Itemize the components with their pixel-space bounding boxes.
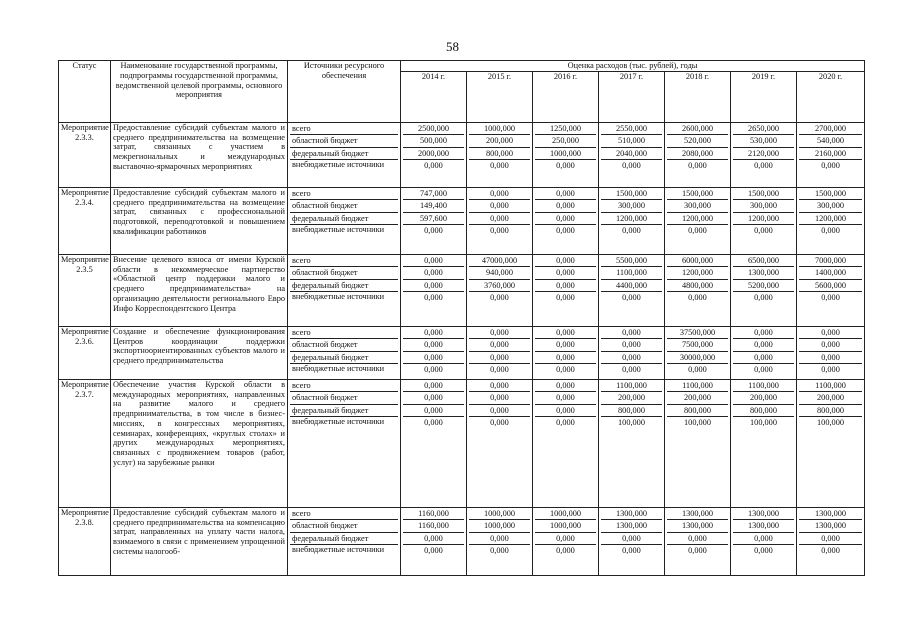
- value-cell: 0,000: [667, 533, 728, 546]
- value-cell: 2500,000: [403, 123, 464, 136]
- year-values-cell: [797, 254, 865, 326]
- value-cell: 1000,000: [469, 123, 530, 136]
- value-cell: 800,000: [469, 148, 530, 161]
- year-values-cell: [401, 187, 467, 254]
- value-cell: 0,000: [403, 405, 464, 418]
- row-sources: [288, 326, 401, 379]
- value-cell: 0,000: [556, 293, 575, 303]
- value-cell: 0,000: [424, 293, 443, 303]
- value-cell: 0,000: [688, 546, 707, 556]
- value-cell: 0,000: [799, 533, 862, 546]
- year-values-cell: [731, 507, 797, 575]
- value-cell: 0,000: [490, 293, 509, 303]
- source-label: федеральный бюджет: [290, 405, 398, 418]
- year-values-cell: [533, 326, 599, 379]
- source-label: всего: [290, 255, 398, 268]
- page-number: 58: [446, 39, 459, 54]
- year-values-cell: [731, 187, 797, 254]
- value-cell: 1200,000: [601, 213, 662, 226]
- value-cell: 6500,000: [733, 255, 794, 268]
- value-cell: 0,000: [601, 327, 662, 340]
- table-row: [59, 122, 865, 187]
- value-cell: 0,000: [469, 352, 530, 365]
- value-cell: 0,000: [601, 352, 662, 365]
- source-label: федеральный бюджет: [290, 280, 398, 293]
- value-cell: 0,000: [733, 327, 794, 340]
- year-values-cell: [533, 187, 599, 254]
- header-year: 2020 г.: [797, 71, 865, 122]
- value-cell: 2040,000: [601, 148, 662, 161]
- value-cell: 0,000: [733, 352, 794, 365]
- value-cell: 7000,000: [799, 255, 862, 268]
- value-cell: 2120,000: [733, 148, 794, 161]
- value-cell: 0,000: [403, 392, 464, 405]
- year-values-cell: [599, 122, 665, 187]
- value-cell: 1300,000: [601, 508, 662, 521]
- source-label: внебюджетные источники: [292, 417, 385, 427]
- value-cell: 2550,000: [601, 123, 662, 136]
- year-values-cell: [401, 507, 467, 575]
- value-cell: 37500,000: [667, 327, 728, 340]
- year-values-cell: [797, 187, 865, 254]
- value-cell: 200,000: [799, 392, 862, 405]
- value-cell: 0,000: [403, 339, 464, 352]
- value-cell: 0,000: [490, 226, 509, 236]
- row-name: Предоставление субсидий субъектам малого и среднего предпринимательства на возмещение затрат, связанных с профессиональной подготовкой, переподготовкой и повышением квалификации работников: [111, 187, 288, 254]
- row-name: Предоставление субсидий субъектам малого и среднего предпринимательства на возмещение затрат, связанных с участием в межрегиональных и международных выставочно-ярмарочных мероприятиях: [111, 122, 288, 187]
- year-values-cell: [665, 187, 731, 254]
- value-cell: 300,000: [601, 200, 662, 213]
- value-cell: 0,000: [469, 380, 530, 393]
- value-cell: 800,000: [799, 405, 862, 418]
- value-cell: 1100,000: [601, 267, 662, 280]
- value-cell: 1300,000: [733, 267, 794, 280]
- value-cell: 1000,000: [469, 508, 530, 521]
- value-cell: 747,000: [403, 188, 464, 201]
- source-label: всего: [290, 188, 398, 201]
- value-cell: 0,000: [622, 365, 641, 375]
- source-label: всего: [290, 123, 398, 136]
- value-cell: 0,000: [403, 380, 464, 393]
- value-cell: 0,000: [403, 255, 464, 268]
- value-cell: 0,000: [535, 380, 596, 393]
- value-cell: 510,000: [601, 135, 662, 148]
- value-cell: 0,000: [821, 546, 840, 556]
- value-cell: 4400,000: [601, 280, 662, 293]
- value-cell: 1160,000: [403, 520, 464, 533]
- year-values-cell: [401, 326, 467, 379]
- value-cell: 300,000: [799, 200, 862, 213]
- value-cell: 0,000: [821, 161, 840, 171]
- year-values-cell: [467, 122, 533, 187]
- source-label: областной бюджет: [290, 200, 398, 213]
- value-cell: 2160,000: [799, 148, 862, 161]
- value-cell: 0,000: [556, 226, 575, 236]
- year-values-cell: [533, 254, 599, 326]
- header-status: Статус: [59, 61, 111, 123]
- value-cell: 0,000: [622, 293, 641, 303]
- value-cell: 0,000: [403, 267, 464, 280]
- source-label: внебюджетные источники: [292, 292, 385, 302]
- table-row: [59, 326, 865, 379]
- value-cell: 0,000: [490, 365, 509, 375]
- value-cell: 0,000: [535, 213, 596, 226]
- value-cell: 0,000: [821, 226, 840, 236]
- header-sources: Источники ресурсного обеспечения: [288, 61, 401, 123]
- value-cell: 0,000: [535, 533, 596, 546]
- value-cell: 0,000: [469, 392, 530, 405]
- table-row: [59, 187, 865, 254]
- value-cell: 0,000: [469, 200, 530, 213]
- row-status: Мероприятие 2.3.5: [59, 254, 111, 326]
- value-cell: 100,000: [684, 418, 711, 428]
- year-values-cell: [665, 122, 731, 187]
- value-cell: 30000,000: [667, 352, 728, 365]
- value-cell: 1300,000: [799, 520, 862, 533]
- source-label: федеральный бюджет: [290, 352, 398, 365]
- year-values-cell: [599, 507, 665, 575]
- value-cell: 300,000: [667, 200, 728, 213]
- value-cell: 0,000: [490, 418, 509, 428]
- row-sources: [288, 507, 401, 575]
- value-cell: 0,000: [535, 339, 596, 352]
- year-values-cell: [665, 254, 731, 326]
- value-cell: 1000,000: [535, 520, 596, 533]
- source-label: внебюджетные источники: [292, 364, 385, 374]
- value-cell: 1100,000: [667, 380, 728, 393]
- value-cell: 1300,000: [733, 520, 794, 533]
- value-cell: 0,000: [403, 327, 464, 340]
- value-cell: 0,000: [754, 546, 773, 556]
- year-values-cell: [599, 254, 665, 326]
- value-cell: 0,000: [754, 161, 773, 171]
- value-cell: 2600,000: [667, 123, 728, 136]
- value-cell: 200,000: [667, 392, 728, 405]
- value-cell: 1500,000: [667, 188, 728, 201]
- value-cell: 7500,000: [667, 339, 728, 352]
- value-cell: 0,000: [754, 226, 773, 236]
- value-cell: 5600,000: [799, 280, 862, 293]
- value-cell: 0,000: [469, 533, 530, 546]
- value-cell: 0,000: [469, 213, 530, 226]
- header-estimate: Оценка расходов (тыс. рублей), годы: [401, 61, 865, 72]
- source-label: федеральный бюджет: [290, 533, 398, 546]
- value-cell: 1400,000: [799, 267, 862, 280]
- value-cell: 0,000: [688, 161, 707, 171]
- year-values-cell: [797, 379, 865, 507]
- value-cell: 1250,000: [535, 123, 596, 136]
- value-cell: 0,000: [535, 405, 596, 418]
- value-cell: 1100,000: [733, 380, 794, 393]
- row-name: Обеспечение участия Курской области в международных мероприятиях, направленных на развитие малого и среднего предпринимательства, в том числе в бизнес-миссиях, в конгрессных мероприятиях, семинарах, конференциях, «круглых столах» и других международных мероприятиях, связанных с продвижением товаров (работ, услуг) на зарубежные рынки: [111, 379, 288, 507]
- source-label: областной бюджет: [290, 392, 398, 405]
- year-values-cell: [401, 254, 467, 326]
- value-cell: 149,400: [403, 200, 464, 213]
- header-year: 2016 г.: [533, 71, 599, 122]
- value-cell: 3760,000: [469, 280, 530, 293]
- value-cell: 5200,000: [733, 280, 794, 293]
- value-cell: 47000,000: [469, 255, 530, 268]
- header-year: 2018 г.: [665, 71, 731, 122]
- value-cell: 1300,000: [733, 508, 794, 521]
- year-values-cell: [599, 187, 665, 254]
- value-cell: 0,000: [403, 280, 464, 293]
- value-cell: 0,000: [799, 327, 862, 340]
- value-cell: 0,000: [424, 546, 443, 556]
- year-values-cell: [665, 379, 731, 507]
- value-cell: 200,000: [469, 135, 530, 148]
- value-cell: 0,000: [535, 392, 596, 405]
- value-cell: 0,000: [688, 293, 707, 303]
- value-cell: 1500,000: [733, 188, 794, 201]
- value-cell: 1100,000: [601, 380, 662, 393]
- value-cell: 0,000: [601, 533, 662, 546]
- year-values-cell: [467, 187, 533, 254]
- value-cell: 0,000: [403, 533, 464, 546]
- value-cell: 0,000: [424, 418, 443, 428]
- value-cell: 800,000: [733, 405, 794, 418]
- year-values-cell: [533, 122, 599, 187]
- value-cell: 0,000: [622, 546, 641, 556]
- row-status: Мероприятие 2.3.4.: [59, 187, 111, 254]
- year-values-cell: [467, 507, 533, 575]
- year-values-cell: [599, 326, 665, 379]
- value-cell: 2700,000: [799, 123, 862, 136]
- row-status: Мероприятие 2.3.6.: [59, 326, 111, 379]
- value-cell: 0,000: [535, 352, 596, 365]
- table-row: [59, 254, 865, 326]
- source-label: областной бюджет: [290, 135, 398, 148]
- row-status: Мероприятие 2.3.8.: [59, 507, 111, 575]
- value-cell: 540,000: [799, 135, 862, 148]
- year-values-cell: [731, 254, 797, 326]
- value-cell: 0,000: [556, 418, 575, 428]
- source-label: федеральный бюджет: [290, 148, 398, 161]
- value-cell: 1000,000: [535, 148, 596, 161]
- value-cell: 1300,000: [667, 520, 728, 533]
- year-values-cell: [533, 379, 599, 507]
- value-cell: 0,000: [601, 339, 662, 352]
- value-cell: 0,000: [424, 365, 443, 375]
- value-cell: 0,000: [535, 188, 596, 201]
- value-cell: 1500,000: [601, 188, 662, 201]
- row-sources: [288, 379, 401, 507]
- value-cell: 1200,000: [667, 267, 728, 280]
- value-cell: 0,000: [490, 161, 509, 171]
- year-values-cell: [401, 122, 467, 187]
- value-cell: 520,000: [667, 135, 728, 148]
- row-status: Мероприятие 2.3.3.: [59, 122, 111, 187]
- table-row: [59, 379, 865, 507]
- value-cell: 0,000: [556, 161, 575, 171]
- value-cell: 1200,000: [799, 213, 862, 226]
- value-cell: 0,000: [424, 226, 443, 236]
- year-values-cell: [797, 326, 865, 379]
- value-cell: 0,000: [535, 255, 596, 268]
- header-year: 2015 г.: [467, 71, 533, 122]
- value-cell: 0,000: [799, 352, 862, 365]
- year-values-cell: [797, 507, 865, 575]
- row-name: Внесение целевого взноса от имени Курской области в некоммерческое партнерство «Областной центр поддержки малого и среднего предпринимательства» на организацию деятельности регионального Евро Инфо Корреспондентского Центра: [111, 254, 288, 326]
- value-cell: 2080,000: [667, 148, 728, 161]
- year-values-cell: [467, 379, 533, 507]
- row-name: Создание и обеспечение функционирования Центров координации поддержки экспортноориентированных субъектов малого и среднего предпринимательства: [111, 326, 288, 379]
- value-cell: 597,600: [403, 213, 464, 226]
- value-cell: 1160,000: [403, 508, 464, 521]
- table-body: [59, 122, 865, 575]
- year-values-cell: [665, 326, 731, 379]
- value-cell: 1000,000: [469, 520, 530, 533]
- value-cell: 4800,000: [667, 280, 728, 293]
- value-cell: 0,000: [688, 226, 707, 236]
- source-label: областной бюджет: [290, 267, 398, 280]
- year-values-cell: [467, 254, 533, 326]
- value-cell: 1300,000: [601, 520, 662, 533]
- row-name: Предоставление субсидий субъектам малого и среднего предпринимательства на компенсацию затрат, направленных на уплату части налога, взимаемого в связи с применением упрощенной системы налогооб-: [111, 507, 288, 575]
- value-cell: 0,000: [535, 280, 596, 293]
- value-cell: 500,000: [403, 135, 464, 148]
- value-cell: 0,000: [556, 546, 575, 556]
- value-cell: 0,000: [535, 200, 596, 213]
- value-cell: 0,000: [424, 161, 443, 171]
- source-label: федеральный бюджет: [290, 213, 398, 226]
- value-cell: 0,000: [733, 339, 794, 352]
- header-year: 2017 г.: [599, 71, 665, 122]
- year-values-cell: [797, 122, 865, 187]
- value-cell: 1300,000: [667, 508, 728, 521]
- value-cell: 0,000: [469, 327, 530, 340]
- value-cell: 6000,000: [667, 255, 728, 268]
- value-cell: 0,000: [469, 188, 530, 201]
- value-cell: 800,000: [601, 405, 662, 418]
- value-cell: 200,000: [601, 392, 662, 405]
- value-cell: 0,000: [688, 365, 707, 375]
- value-cell: 250,000: [535, 135, 596, 148]
- value-cell: 2650,000: [733, 123, 794, 136]
- source-label: внебюджетные источники: [292, 225, 385, 235]
- table-row: [59, 507, 865, 575]
- value-cell: 0,000: [733, 533, 794, 546]
- value-cell: 1000,000: [535, 508, 596, 521]
- row-sources: [288, 254, 401, 326]
- year-values-cell: [467, 326, 533, 379]
- source-label: внебюджетные источники: [292, 545, 385, 555]
- value-cell: 0,000: [821, 365, 840, 375]
- value-cell: 300,000: [733, 200, 794, 213]
- value-cell: 0,000: [799, 339, 862, 352]
- header-year: 2014 г.: [401, 71, 467, 122]
- value-cell: 0,000: [622, 161, 641, 171]
- row-status: Мероприятие 2.3.7.: [59, 379, 111, 507]
- value-cell: 0,000: [754, 365, 773, 375]
- value-cell: 800,000: [667, 405, 728, 418]
- source-label: внебюджетные источники: [292, 160, 385, 170]
- value-cell: 940,000: [469, 267, 530, 280]
- value-cell: 0,000: [490, 546, 509, 556]
- value-cell: 100,000: [817, 418, 844, 428]
- value-cell: 1500,000: [799, 188, 862, 201]
- value-cell: 0,000: [821, 293, 840, 303]
- value-cell: 1200,000: [733, 213, 794, 226]
- expenditure-table: [58, 60, 865, 576]
- source-label: областной бюджет: [290, 520, 398, 533]
- value-cell: 1100,000: [799, 380, 862, 393]
- value-cell: 0,000: [556, 365, 575, 375]
- year-values-cell: [731, 122, 797, 187]
- value-cell: 2000,000: [403, 148, 464, 161]
- year-values-cell: [533, 507, 599, 575]
- value-cell: 0,000: [754, 293, 773, 303]
- year-values-cell: [731, 326, 797, 379]
- value-cell: 1300,000: [799, 508, 862, 521]
- year-values-cell: [665, 507, 731, 575]
- year-values-cell: [599, 379, 665, 507]
- value-cell: 1200,000: [667, 213, 728, 226]
- value-cell: 0,000: [622, 226, 641, 236]
- value-cell: 530,000: [733, 135, 794, 148]
- value-cell: 0,000: [469, 405, 530, 418]
- value-cell: 100,000: [750, 418, 777, 428]
- row-sources: [288, 187, 401, 254]
- source-label: областной бюджет: [290, 339, 398, 352]
- year-values-cell: [401, 379, 467, 507]
- value-cell: 200,000: [733, 392, 794, 405]
- value-cell: 0,000: [469, 339, 530, 352]
- source-label: всего: [290, 508, 398, 521]
- year-values-cell: [731, 379, 797, 507]
- value-cell: 0,000: [535, 267, 596, 280]
- value-cell: 100,000: [618, 418, 645, 428]
- value-cell: 5500,000: [601, 255, 662, 268]
- value-cell: 0,000: [535, 327, 596, 340]
- value-cell: 0,000: [403, 352, 464, 365]
- row-sources: [288, 122, 401, 187]
- header-name: Наименование государственной программы, подпрограммы государственной программы, ведомственной целевой программы, основного мероприятия: [111, 61, 288, 123]
- source-label: всего: [290, 327, 398, 340]
- source-label: всего: [290, 380, 398, 393]
- header-year: 2019 г.: [731, 71, 797, 122]
